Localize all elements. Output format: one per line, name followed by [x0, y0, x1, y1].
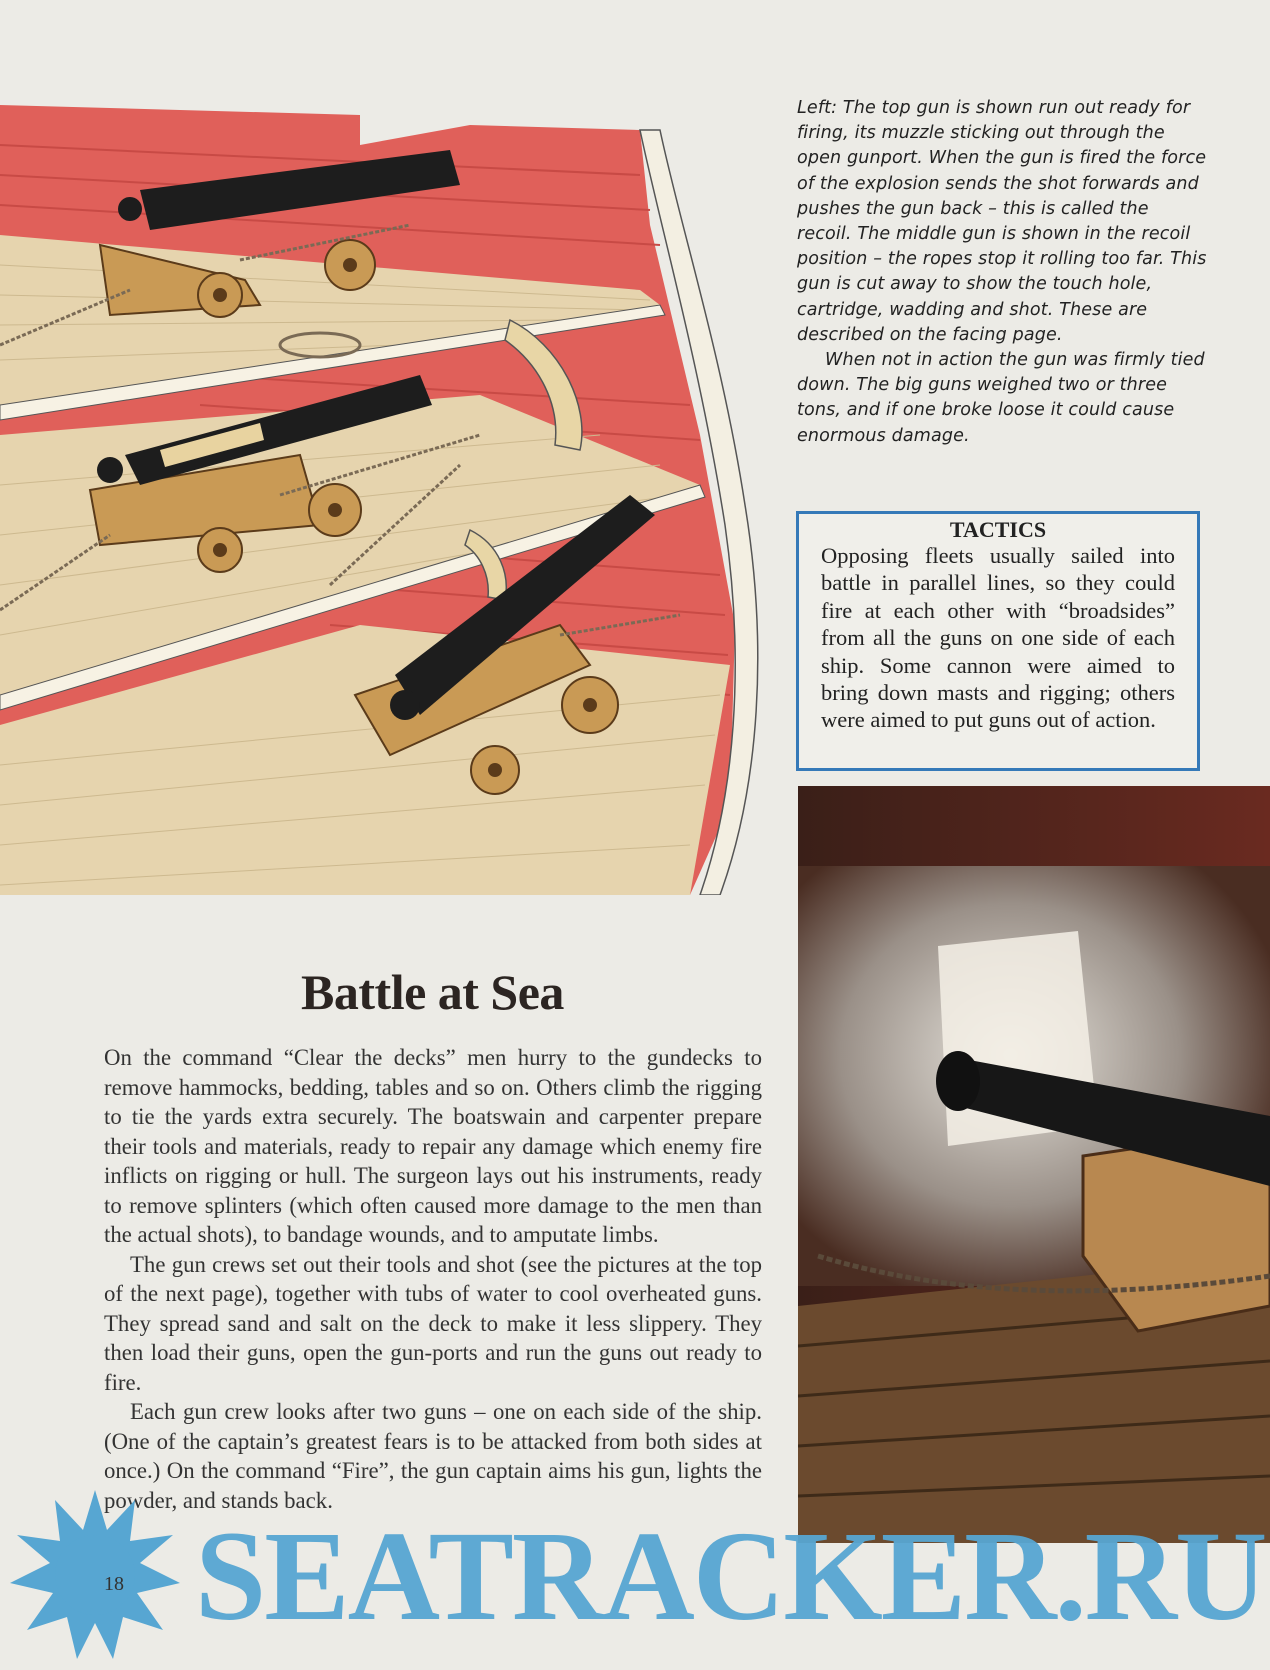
cannon-firing-painting [798, 786, 1270, 1543]
caption-paragraph-2: When not in action the gun was firmly tied down. The big guns weighed two or three tons, and if one broke loose it could cause enormous damage. [797, 350, 1205, 446]
article-paragraph-1: On the command “Clear the decks” men hurry to the gundecks to remove hammocks, bedding, tables and so on. Others climb the rigging to tie the yards extra securely. The boatswain and carpenter prepare their tools and materials, ready to repair any damage which enemy fire inflicts on rigging or hull. The surgeon lays out his instruments, ready to remove splinters (which often caused more damage to the men than the actual shots), to bandage wounds, and to amputate limbs. [104, 1045, 762, 1247]
article-title: Battle at Sea [301, 964, 564, 1020]
illustration-caption [797, 96, 1207, 449]
article-body [104, 1043, 762, 1515]
page-number: 18 [104, 1573, 124, 1595]
tactics-heading: TACTICS [949, 517, 1047, 542]
caption-paragraph-1: Left: The top gun is shown run out ready for firing, its muzzle sticking out through the open gunport. When the gun is fired the force of the explosion sends the shot forwards and pushes the gun back – this is called the recoil. The middle gun is shown in the recoil position – the ropes stop it rolling too far. This gun is cut away to show the touch hole, cartridge, wadding and shot. These are described on the facing page. [797, 98, 1207, 345]
gundeck-cutaway-illustration [0, 105, 780, 895]
article-paragraph-2: The gun crews set out their tools and shot (see the pictures at the top of the next page), together with tubs of water to cool overheated guns. They spread sand and salt on the deck to make it less slippery. They then load their guns, open the gun-ports and run the guns out ready to fire. [104, 1251, 762, 1395]
tactics-box [796, 511, 1200, 771]
tactics-body: Opposing fleets usually sailed into battle in parallel lines, so they could fire at each other with “broadsides” from all the guns on one side of each ship. Some cannon were aimed to bring down masts and rigging; others were aimed to put guns out of action. [821, 543, 1175, 733]
sun-burst-icon [10, 1490, 180, 1659]
watermark-text: SEATRACKER.RU [195, 1505, 1266, 1647]
article-paragraph-3: Each gun crew looks after two guns – one on each side of the ship. (One of the captain’s greatest fears is to be attacked from both sides at once.) On the command “Fire”, the gun captain aims his gun, lights the powder, and stands back. [104, 1399, 762, 1513]
